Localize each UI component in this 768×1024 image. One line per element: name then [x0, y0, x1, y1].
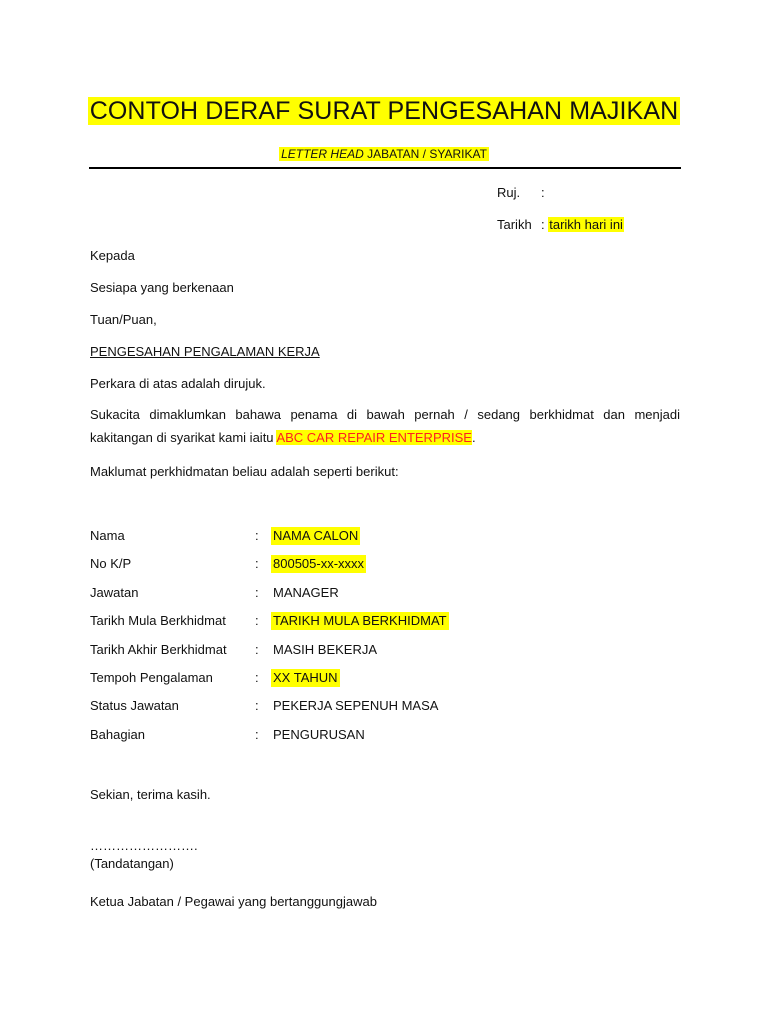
letterhead-normal: JABATAN / SYARIKAT [363, 147, 487, 161]
detail-value: TARIKH MULA BERKHIDMAT [273, 613, 447, 628]
detail-colon: : [255, 727, 259, 742]
detail-colon: : [255, 670, 259, 685]
body-paragraph-2 [90, 403, 680, 449]
detail-label: Tarikh Mula Berkhidmat [90, 613, 226, 628]
detail-value: PENGURUSAN [273, 727, 365, 742]
detail-value: MASIH BEKERJA [273, 642, 378, 657]
detail-value: XX TAHUN [273, 670, 338, 685]
letterhead [0, 146, 768, 162]
detail-value: NAMA CALON [273, 528, 359, 543]
detail-label: Status Jawatan [90, 698, 179, 713]
detail-label: Bahagian [90, 727, 145, 742]
tarikh-colon: : [541, 217, 549, 232]
letterhead-highlight [279, 147, 489, 161]
company-name: ABC CAR REPAIR ENTERPRISE [276, 430, 472, 445]
letterhead-divider [89, 167, 681, 169]
detail-value: PEKERJA SEPENUH MASA [273, 698, 439, 713]
document-title-text: CONTOH DERAF SURAT PENGESAHAN MAJIKAN [89, 97, 679, 125]
detail-label: Jawatan [90, 585, 139, 600]
signature-label: (Tandatangan) [90, 856, 174, 871]
tarikh-label: Tarikh [497, 217, 532, 232]
body-paragraph-1: Perkara di atas adalah dirujuk. [90, 376, 266, 391]
body-paragraph-3: Maklumat perkhidmatan beliau adalah seperti berikut: [90, 464, 399, 479]
subject-heading: PENGESAHAN PENGALAMAN KERJA [90, 344, 320, 359]
detail-label: Tempoh Pengalaman [90, 670, 213, 685]
detail-colon: : [255, 585, 259, 600]
detail-value: 800505-xx-xxxx [273, 556, 365, 571]
detail-colon: : [255, 556, 259, 571]
detail-colon: : [255, 613, 259, 628]
tarikh-value: tarikh hari ini [549, 217, 623, 232]
reference-ruj [497, 184, 545, 202]
closing-thanks: Sekian, terima kasih. [90, 787, 211, 802]
para2-end: . [471, 430, 476, 445]
detail-label: Tarikh Akhir Berkhidmat [90, 642, 227, 657]
detail-colon: : [255, 698, 259, 713]
letterhead-italic: LETTER HEAD [281, 147, 364, 161]
detail-label: No K/P [90, 556, 132, 571]
document-title [0, 94, 768, 128]
ruj-label: Ruj. [497, 185, 521, 200]
signature-line: ……………………. [90, 838, 198, 853]
reference-tarikh [497, 216, 624, 234]
ruj-colon: : [541, 185, 545, 200]
salutation-sesiapa: Sesiapa yang berkenaan [90, 280, 234, 295]
para2-text: Sukacita dimaklumkan bahawa penama di bawah pernah / sedang berkhidmat dan menjadi kakitangan di syarikat kami iaitu [90, 407, 680, 445]
detail-colon: : [255, 528, 259, 543]
signatory-position: Ketua Jabatan / Pegawai yang bertanggungjawab [90, 894, 377, 909]
detail-value: MANAGER [273, 585, 339, 600]
salutation-tuan: Tuan/Puan, [90, 312, 157, 327]
detail-label: Nama [90, 528, 125, 543]
detail-colon: : [255, 642, 259, 657]
salutation-kepada: Kepada [90, 248, 135, 263]
